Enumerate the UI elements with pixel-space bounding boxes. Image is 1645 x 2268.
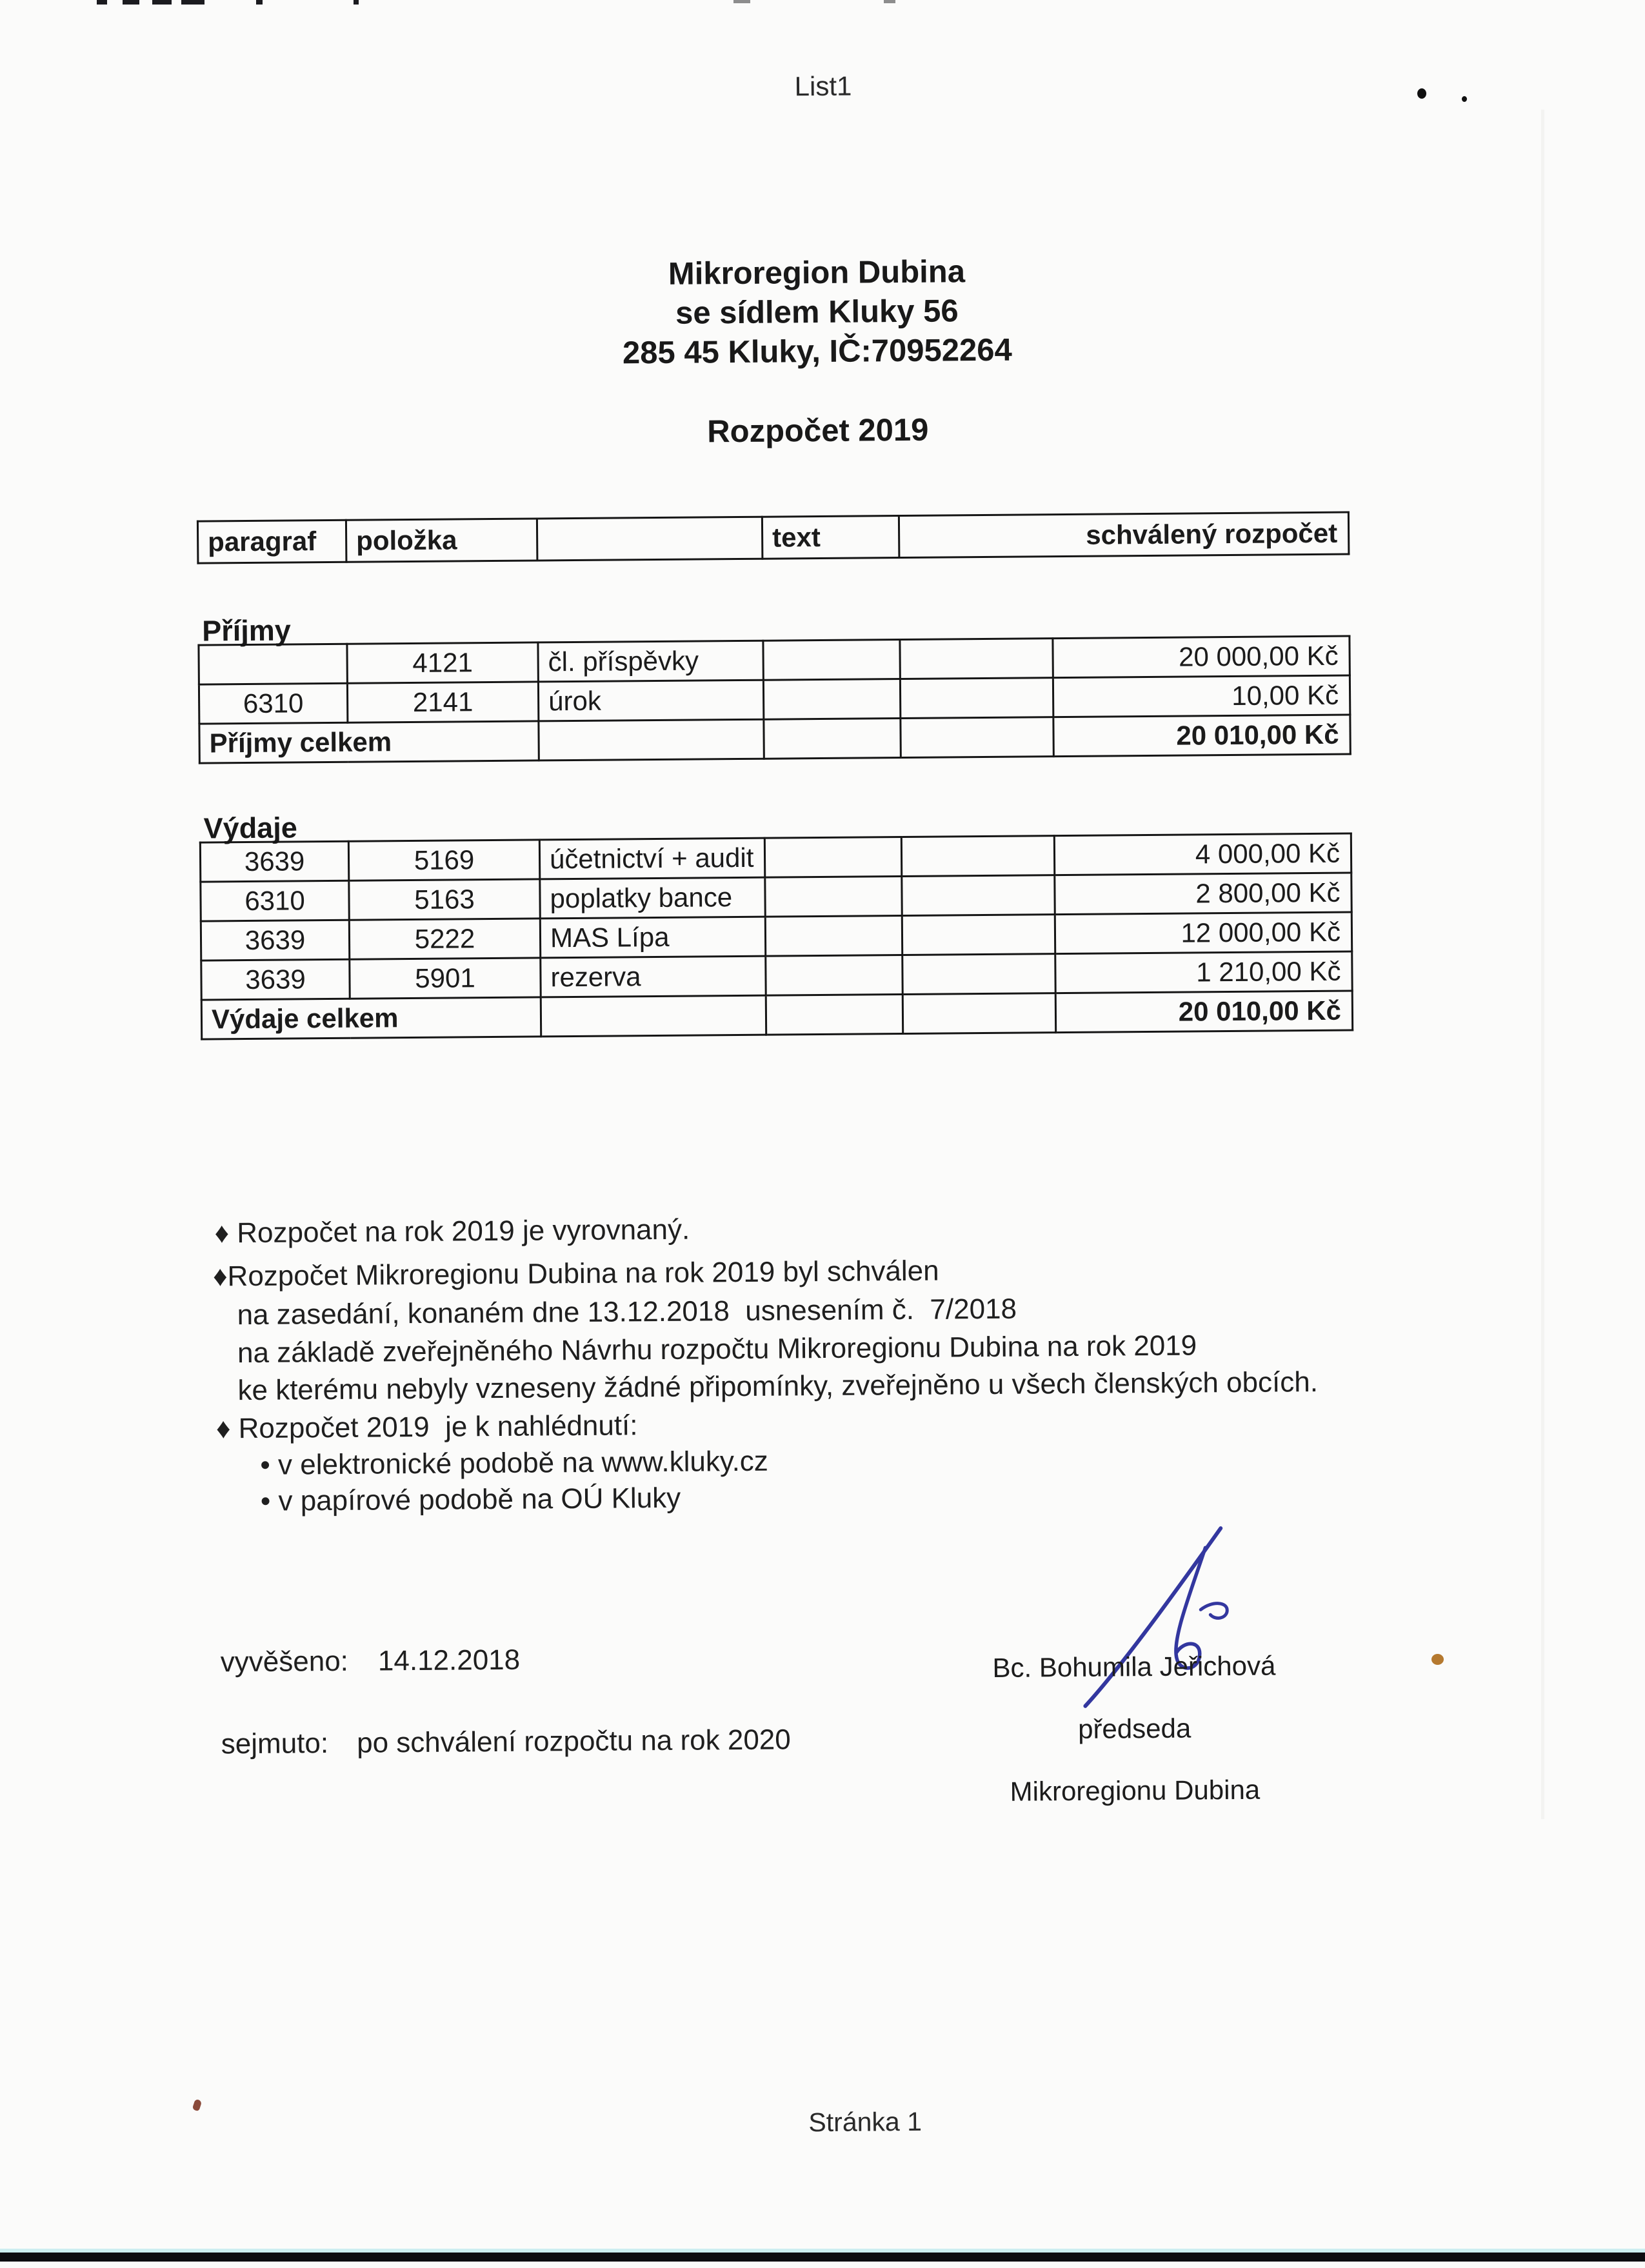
cell-text: MAS Lípa (540, 917, 765, 958)
document-title: Rozpočet 2019 (707, 412, 929, 450)
expense-total-amount: 20 010,00 Kč (1055, 991, 1352, 1033)
note-bullet: • v elektronické podobě na www.kluky.cz (260, 1445, 768, 1481)
cell-text: čl. příspěvky (538, 641, 763, 682)
cell-empty (763, 679, 900, 720)
table-row (197, 512, 1348, 563)
cell-empty (902, 954, 1055, 995)
cell-empty (765, 916, 902, 957)
cell-text: účetnictví + audit (539, 838, 764, 879)
budget-header-table (197, 512, 1350, 564)
scan-edge-mark (97, 0, 107, 5)
cell-paragraf: 3639 (200, 841, 348, 882)
letterhead (0, 247, 1640, 378)
income-total-amount: 20 010,00 Kč (1053, 715, 1350, 757)
cell-amount: 10,00 Kč (1053, 675, 1350, 717)
col-header-schvaleny-rozpocet: schválený rozpočet (899, 512, 1348, 557)
org-address-line: se sídlem Kluky 56 (675, 293, 959, 331)
signatory-org: Mikroregionu Dubina (1010, 1774, 1261, 1807)
scan-edge-mark (354, 0, 359, 5)
scan-edge-mark (123, 0, 139, 5)
cell-amount: 2 800,00 Kč (1055, 873, 1351, 915)
note-bullet: • v papírové podobě na OÚ Kluky (260, 1482, 681, 1517)
col-header-paragraf: paragraf (197, 520, 346, 563)
cell-empty (541, 995, 766, 1037)
cell-text: poplatky bance (540, 877, 765, 919)
cell-text: rezerva (541, 956, 766, 997)
cell-empty (900, 678, 1053, 719)
table-row-total (199, 715, 1350, 763)
cell-empty (902, 993, 1055, 1034)
cell-polozka: 5169 (348, 840, 539, 880)
scan-edge-mark (152, 0, 172, 5)
cell-empty (764, 719, 901, 759)
cell-paragraf: 6310 (199, 683, 347, 724)
cell-empty (539, 719, 764, 761)
scan-crease (1541, 110, 1544, 1819)
scan-edge-mark (181, 0, 204, 5)
signatory-block (934, 1635, 1335, 1824)
page-number: Stránka 1 (808, 2106, 922, 2138)
cell-amount: 20 000,00 Kč (1053, 636, 1350, 678)
ink-speck (1462, 96, 1467, 102)
cell-polozka: 2141 (347, 682, 538, 722)
scan-edge-mark (884, 0, 895, 3)
cell-amount: 4 000,00 Kč (1054, 833, 1351, 875)
cell-empty (901, 836, 1054, 877)
cell-text: úrok (538, 680, 763, 721)
signatory-role: předseda (1077, 1713, 1191, 1744)
cell-empty (902, 875, 1055, 916)
income-table (197, 635, 1351, 764)
scanner-edge-bar (0, 2253, 1645, 2262)
removed-text: po schválení rozpočtu na rok 2020 (356, 1724, 791, 1759)
cell-empty (902, 915, 1055, 955)
scan-edge-mark (256, 0, 263, 5)
cell-empty (901, 717, 1053, 758)
signatory-name: Bc. Bohumila Jeřichová (992, 1650, 1276, 1683)
cell-paragraf: 3639 (201, 959, 350, 1000)
income-total-label: Příjmy celkem (199, 721, 539, 763)
posted-line (221, 1644, 521, 1679)
cell-polozka: 4121 (347, 642, 538, 683)
cell-amount: 12 000,00 Kč (1055, 912, 1351, 954)
expense-total-label: Výdaje celkem (201, 997, 541, 1039)
col-header-polozka: položka (346, 519, 537, 562)
note-line: na zasedání, konaném dne 13.12.2018 usnesením č. 7/2018 (237, 1293, 1017, 1331)
cell-empty (763, 640, 900, 681)
col-header-text: text (762, 516, 899, 559)
note-line: ke kterému nebyly vzneseny žádné připomínky, zveřejněno u všech členských obcích. (237, 1366, 1319, 1407)
posted-label: vyvěšeno: (220, 1645, 349, 1678)
cell-empty (765, 877, 902, 917)
note-line: ♦ Rozpočet 2019 je k nahlédnutí: (215, 1409, 638, 1445)
removed-label: sejmuto: (221, 1727, 329, 1760)
expense-section-label: Výdaje (203, 811, 297, 845)
cell-empty (764, 837, 901, 878)
cell-amount: 1 210,00 Kč (1055, 951, 1352, 993)
cell-paragraf: 6310 (201, 880, 349, 921)
cell-empty (900, 639, 1053, 679)
posted-date: 14.12.2018 (377, 1644, 521, 1677)
note-line: ♦ Rozpočet na rok 2019 je vyrovnaný. (214, 1213, 690, 1249)
scan-edge-mark (733, 0, 750, 3)
sheet-label: List1 (794, 70, 852, 102)
cell-paragraf (199, 644, 347, 684)
org-city-ico-line: 285 45 Kluky, IČ:70952264 (622, 332, 1013, 371)
removed-line (221, 1724, 791, 1760)
note-line: ♦Rozpočet Mikroregionu Dubina na rok 2019 byl schválen (212, 1255, 939, 1293)
cell-polozka: 5222 (349, 919, 540, 959)
paper-stain-dot (1431, 1654, 1444, 1665)
org-name: Mikroregion Dubina (668, 254, 966, 292)
cell-polozka: 5163 (349, 879, 540, 920)
cell-paragraf: 3639 (201, 920, 349, 960)
note-line: na základě zveřejněného Návrhu rozpočtu Mikroregionu Dubina na rok 2019 (237, 1329, 1197, 1369)
table-row-total (201, 991, 1352, 1039)
cell-polozka: 5901 (350, 958, 541, 999)
col-header-empty (537, 517, 762, 561)
income-section-label: Příjmy (202, 613, 292, 648)
cell-empty (766, 955, 902, 996)
cell-empty (766, 995, 902, 1035)
expense-table (199, 833, 1353, 1040)
ink-speck (1417, 88, 1426, 99)
